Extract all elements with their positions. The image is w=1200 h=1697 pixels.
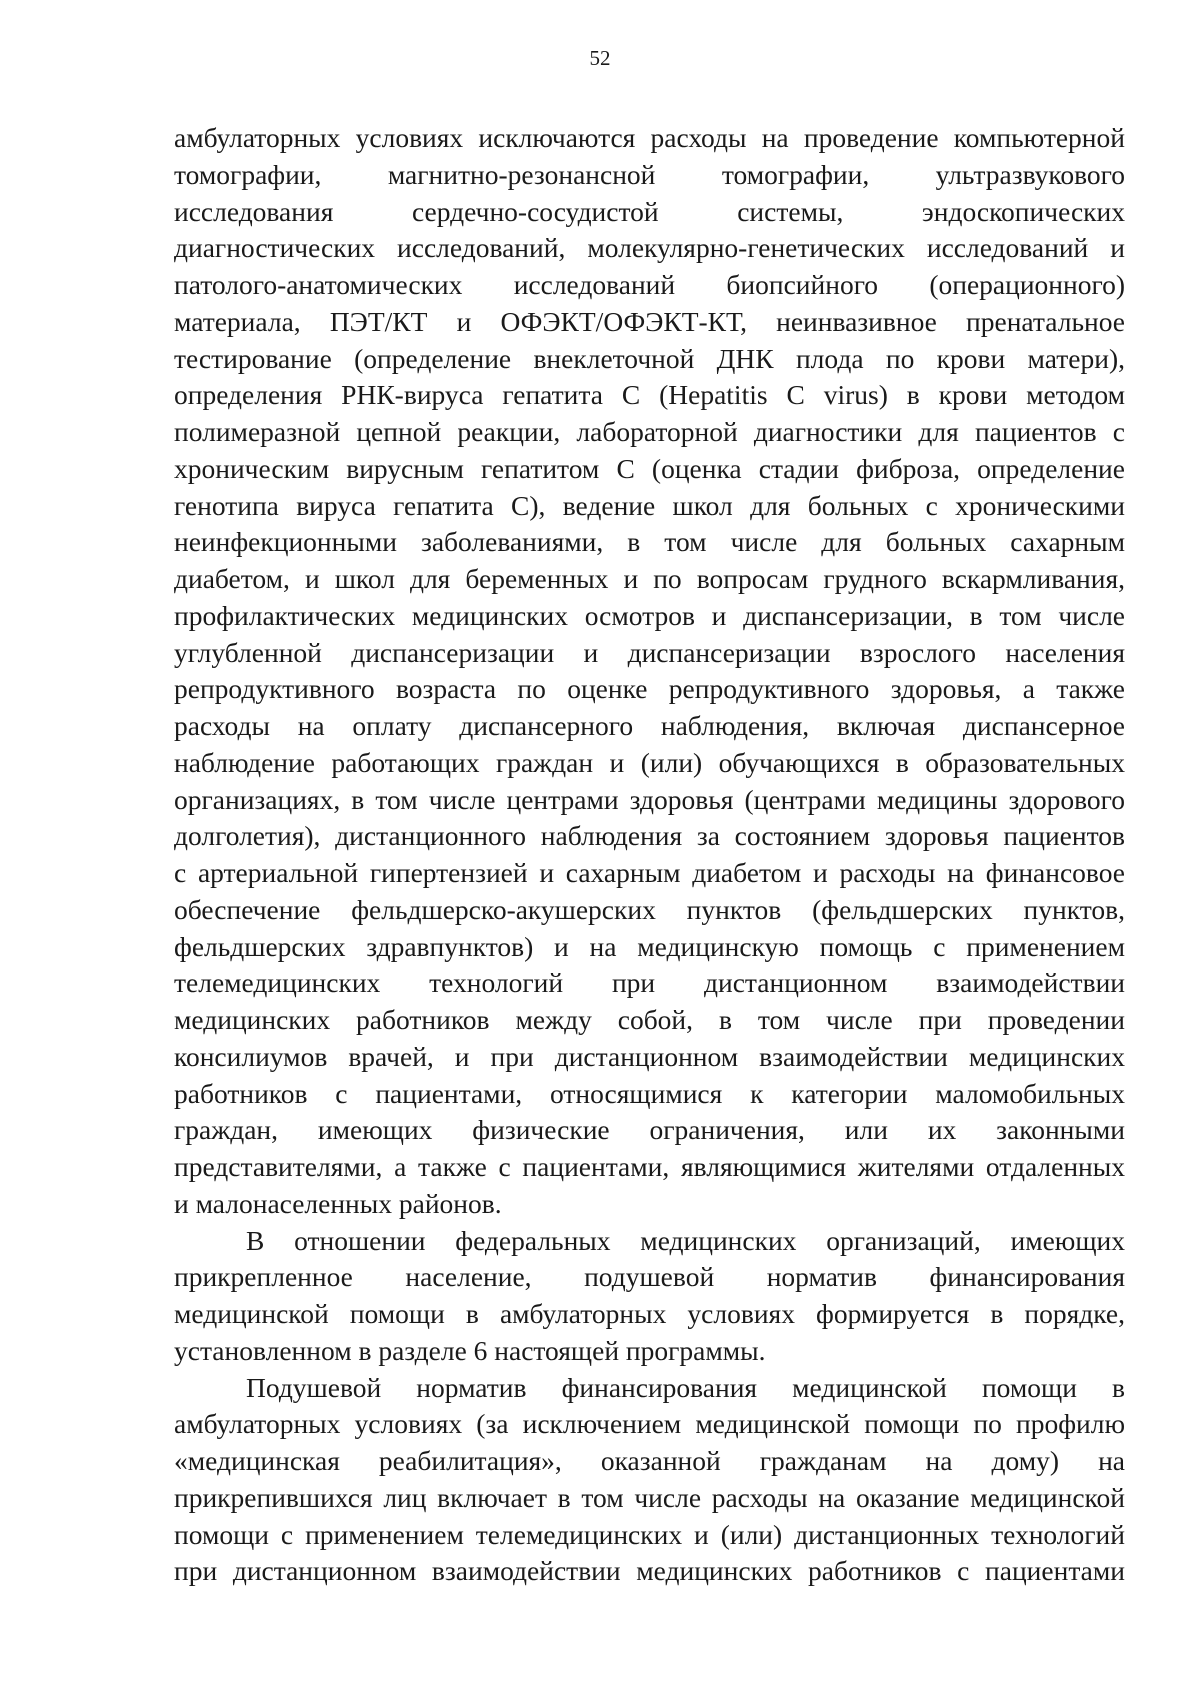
text-line: амбулаторных условиях исключаются расходы на проведение компьютерной <box>174 122 1125 153</box>
text-line: долголетия), дистанционного наблюдения за состоянием здоровья пациентов <box>174 820 1125 852</box>
text-line: расходы на оплату диспансерного наблюдения, включая диспансерное <box>174 710 1125 741</box>
text-line: медицинских работников между собой, в том числе при проведении <box>174 1004 1125 1035</box>
text-line: неинфекционными заболеваниями, в том числе для больных сахарным <box>174 526 1125 558</box>
text-line: материала, ПЭТ/КТ и ОФЭКТ/ОФЭКТ-КТ, неинвазивное пренатальное <box>174 305 1125 337</box>
text-line: диабетом, и школ для беременных и по вопросам грудного вскармливания, <box>174 563 1125 594</box>
text-line: тестирование (определение внеклеточной ДНК плода по крови матери), <box>174 342 1125 374</box>
text-line: В отношении федеральных медицинских организаций, имеющих <box>246 1224 1125 1256</box>
paragraph <box>174 1370 1125 1591</box>
text-line: патолого-анатомических исследований биопсийного (операционного) <box>174 269 1125 300</box>
text-line: Подушевой норматив финансирования медицинской помощи в <box>246 1371 1125 1403</box>
text-line: помощи с применением телемедицинских и (или) дистанционных технологий <box>174 1518 1125 1550</box>
text-line: представителями, а также с пациентами, являющимися жителями отдаленных <box>174 1151 1125 1182</box>
text-line: наблюдение работающих граждан и (или) обучающихся в образовательных <box>174 746 1125 778</box>
text-line: при дистанционном взаимодействии медицинских работников с пациентами <box>174 1555 1125 1587</box>
text-line: генотипа вируса гепатита С), ведение школ для больных с хроническими <box>174 489 1125 521</box>
text-line: исследования сердечно-сосудистой системы, эндоскопических <box>174 195 1125 227</box>
page-number: 52 <box>589 46 611 70</box>
text-line: диагностических исследований, молекулярно-генетических исследований и <box>174 232 1125 264</box>
text-line: углубленной диспансеризации и диспансеризации взрослого населения <box>174 636 1125 668</box>
text-line: определения РНК-вируса гепатита С (Hepatitis С virus) в крови методом <box>174 379 1125 411</box>
text-line: полимеразной цепной реакции, лабораторной диагностики для пациентов с <box>174 416 1125 447</box>
text-line: работников с пациентами, относящимися к категории маломобильных <box>174 1077 1125 1109</box>
text-line: томографии, магнитно-резонансной томографии, ультразвукового <box>174 158 1125 190</box>
text-line: телемедицинских технологий при дистанционном взаимодействии <box>174 967 1125 999</box>
text-line: медицинской помощи в амбулаторных условиях формируется в порядке, <box>174 1298 1125 1329</box>
text-line: с артериальной гипертензией и сахарным диабетом и расходы на финансовое <box>174 857 1125 888</box>
text-line: и малонаселенных районов. <box>174 1187 502 1219</box>
text-line: профилактических медицинских осмотров и диспансеризации, в том числе <box>174 599 1125 631</box>
text-line: граждан, имеющих физические ограничения, или их законными <box>174 1114 1125 1146</box>
text-line: консилиумов врачей, и при дистанционном взаимодействии медицинских <box>174 1040 1125 1072</box>
text-line: организациях, в том числе центрами здоровья (центрами медицины здорового <box>174 783 1125 815</box>
text-line: обеспечение фельдшерско-акушерских пунктов (фельдшерских пунктов, <box>174 893 1125 925</box>
document-body <box>174 120 1125 1590</box>
paragraph <box>174 1223 1125 1370</box>
text-line: амбулаторных условиях (за исключением медицинской помощи по профилю <box>174 1408 1125 1440</box>
text-line: установленном в разделе 6 настоящей программы. <box>174 1334 766 1366</box>
text-line: репродуктивного возраста по оценке репродуктивного здоровья, а также <box>174 673 1125 705</box>
text-line: прикрепленное население, подушевой норматив финансирования <box>174 1261 1125 1293</box>
text-line: хроническим вирусным гепатитом С (оценка стадии фиброза, определение <box>174 452 1125 484</box>
text-line: «медицинская реабилитация», оказанной гражданам на дому) на <box>174 1445 1125 1476</box>
text-line: прикрепившихся лиц включает в том числе расходы на оказание медицинской <box>174 1481 1125 1513</box>
paragraph <box>174 120 1125 1223</box>
text-line: фельдшерских здравпунктов) и на медицинскую помощь с применением <box>174 930 1125 962</box>
